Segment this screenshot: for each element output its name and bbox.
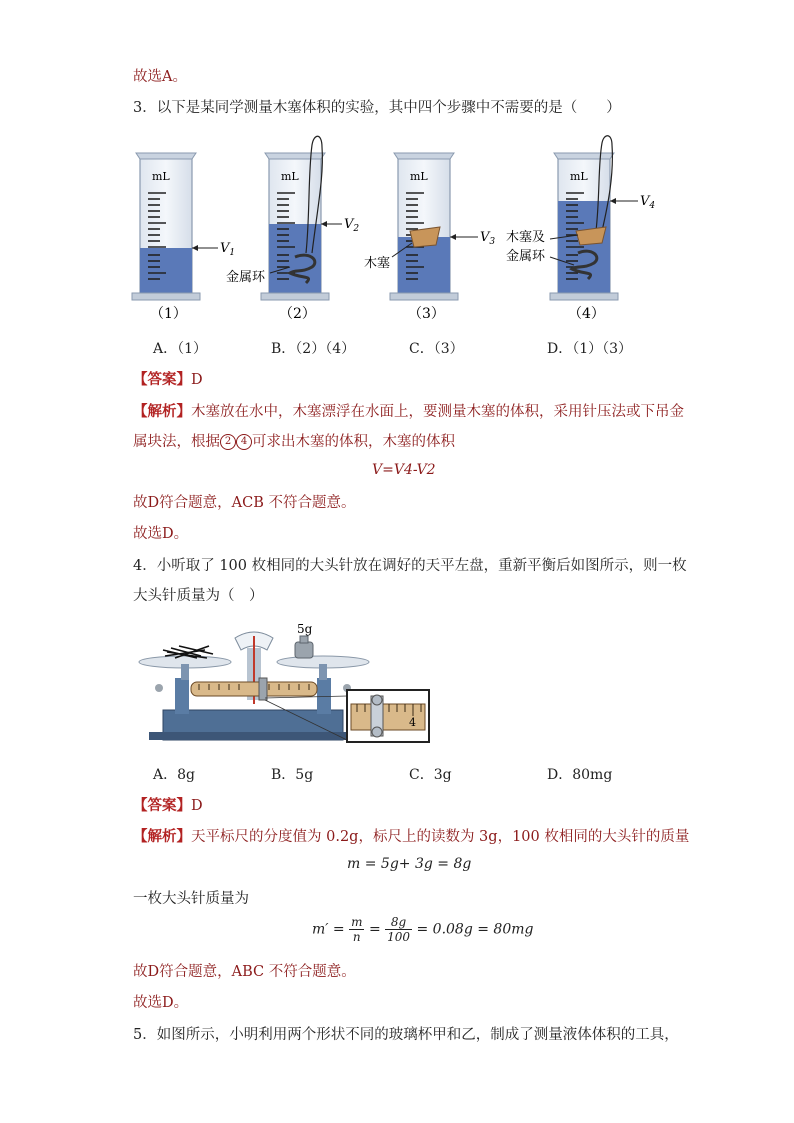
caption-3: （3） (408, 306, 445, 322)
q3-option-d[interactable]: D．（1）（3） (547, 341, 633, 357)
fraction-2-numerator: 8g (385, 915, 412, 930)
q3-analysis-line-2 (133, 431, 455, 453)
circled-4: 4 (236, 434, 252, 450)
q4-formula-2-rhs: = 0.08g = 80mg (416, 921, 534, 938)
q4-option-c[interactable]: C．3g (409, 767, 452, 783)
q4-analysis-tag: 【解析】 (133, 828, 191, 845)
q4-answer-tag: 【答案】 (133, 797, 191, 814)
svg-text:V3 (480, 230, 495, 247)
v1-subscript: 1 (229, 248, 236, 258)
v3-label: V (480, 230, 490, 245)
cylinder-2 (226, 136, 359, 322)
v4-subscript: 4 (649, 201, 656, 211)
scale-mark-4: 4 (409, 716, 416, 729)
q3-analysis-text-2a: 属块法，根据 (133, 434, 220, 450)
q4-option-a[interactable]: A．8g (153, 767, 195, 783)
cylinder-1 (132, 153, 235, 322)
cork-and-ring-label-1: 木塞及 (506, 230, 546, 245)
cork-and-ring-label-2: 金属环 (506, 249, 546, 264)
q3-final: 故选D。 (133, 526, 189, 542)
cork-label: 木塞 (364, 256, 391, 271)
q3-analysis-line-1 (133, 401, 684, 423)
q3-analysis-text-1: 木塞放在水中，木塞漂浮在水面上，要测量木塞的体积，采用针压法或下吊金 (191, 404, 684, 420)
cylinder-2-unit: mL (281, 170, 299, 183)
q4-final: 故选D。 (133, 995, 189, 1011)
q4-option-b[interactable]: B．5g (271, 767, 314, 783)
q3-answer (133, 369, 203, 391)
cylinder-1-unit: mL (152, 170, 170, 183)
fraction-8g-over-100 (385, 915, 412, 944)
cylinder-4-unit: mL (570, 170, 588, 183)
q4-answer-value: D (191, 798, 203, 814)
v4-label: V (640, 194, 650, 209)
q4-analysis-text-1: 天平标尺的分度值为 0.2g，标尺上的读数为 3g，100 枚相同的大头针的质量 (191, 829, 690, 845)
cylinder-4 (506, 136, 655, 322)
caption-2: （2） (279, 306, 316, 322)
q4-stem-line-1: 4．小听取了 100 枚相同的大头针放在调好的天平左盘，重新平衡后如图所示，则一枚 (133, 558, 687, 574)
caption-4: （4） (568, 306, 605, 322)
q3-conclusion: 故D符合题意，ACB 不符合题意。 (133, 495, 356, 511)
cylinder-3-unit: mL (410, 170, 428, 183)
q4-analysis-line-1 (133, 826, 689, 848)
caption-1: （1） (150, 306, 187, 322)
fraction-1-denominator: n (352, 930, 361, 944)
q2-final: 故选A。 (133, 69, 187, 85)
q4-balance-figure (135, 620, 435, 750)
q4-line-single: 一枚大头针质量为 (133, 891, 249, 907)
v1-label: V (220, 241, 230, 256)
metal-ring-label: 金属环 (226, 270, 266, 285)
cylinder-3 (364, 153, 495, 322)
q3-cylinder-figure (130, 135, 690, 330)
q4-option-d[interactable]: D．80mg (547, 767, 613, 783)
svg-text:V4 (640, 194, 655, 211)
q3-stem: 3．以下是某同学测量木塞体积的实验，其中四个步骤中不需要的是（ ） (133, 100, 621, 116)
q4-conclusion: 故D符合题意，ABC 不符合题意。 (133, 964, 356, 980)
q3-option-a[interactable]: A．（1） (153, 341, 208, 357)
q3-formula: V=V4-V2 (372, 462, 436, 478)
weight-label: 5g (297, 622, 313, 636)
q3-analysis-text-2b: 可求出木塞的体积，木塞的体积 (252, 434, 455, 450)
circled-2: 2 (220, 434, 236, 450)
q4-formula-1: m = 5g+ 3g = 8g (347, 856, 472, 872)
q3-option-b[interactable]: B．（2）（4） (271, 341, 356, 357)
q4-stem-line-2: 大头针质量为（ ） (133, 588, 264, 604)
q4-answer (133, 795, 203, 817)
v2-label: V (344, 217, 354, 232)
v3-subscript: 3 (489, 237, 496, 247)
equals-sign: = (368, 921, 381, 938)
fraction-m-over-n (349, 915, 364, 944)
fraction-1-numerator: m (351, 915, 363, 929)
v2-subscript: 2 (353, 224, 360, 234)
q3-answer-value: D (191, 372, 203, 388)
q3-analysis-tag: 【解析】 (133, 403, 191, 420)
q3-option-c[interactable]: C．（3） (409, 341, 464, 357)
q4-formula-2 (312, 915, 533, 944)
q5-stem: 5．如图所示，小明利用两个形状不同的玻璃杯甲和乙，制成了测量液体体积的工具， (133, 1027, 679, 1043)
fraction-2-denominator: 100 (387, 930, 411, 944)
svg-text:V1 (220, 241, 235, 258)
q4-formula-2-lhs: m′ = (312, 921, 345, 938)
svg-text:V2 (344, 217, 359, 234)
q3-answer-tag: 【答案】 (133, 371, 191, 388)
